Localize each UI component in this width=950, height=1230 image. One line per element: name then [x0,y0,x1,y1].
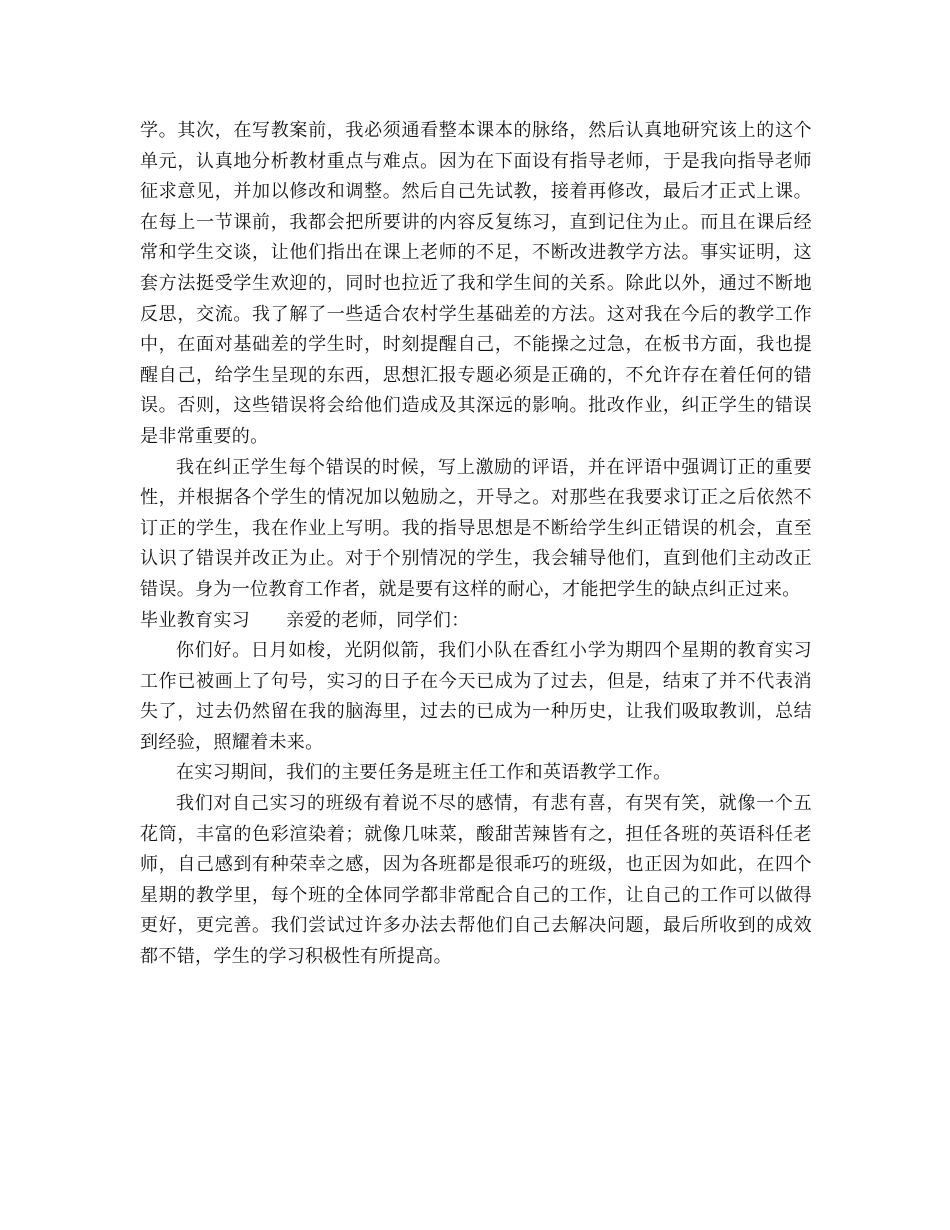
paragraph-4: 在实习期间，我们的主要任务是班主任工作和英语教学工作。 [176,762,672,784]
greeting-text: 亲爱的老师，同学们： [286,609,470,631]
section-title: 毕业教育实习 [140,609,251,631]
paragraph-1: 学。其次，在写教案前，我必须通看整本课本的脉络，然后认真地研究该上的这个单元，认真地分析教材重点与难点。因为在下面设有指导老师，于是我向指导老师征求意见，并加以修改和调整。然后自己先试教，接着再修改，最后才正式上课。在每上一节课前，我都会把所要讲的内容反复练习，直到记住为止。而且在课后经常和学生交谈，让他们指出在课上老师的不足，不断改进教学方法。事实证明，这套方法挺受学生欢迎的，同时也拉近了我和学生间的关系。除此以外，通过不断地反思，交流。我了解了一些适合农村学生基础差的方法。这对我在今后的教学工作中，在面对基础差的学生时，时刻提醒自己，不能操之过急，在板书方面，我也提醒自己，给学生呈现的东西，思想汇报专题必须是正确的，不允许存在着任何的错误。否则，这些错误将会给他们造成及其深远的影响。批改作业，纠正学生的错误是非常重要的。 [140,120,812,447]
paragraph-2: 我在纠正学生每个错误的时候，写上激励的评语，并在评语中强调订正的重要性，并根据各个学生的情况加以勉励之，开导之。对那些在我要求订正之后依然不订正的学生，我在作业上写明。我的指导思想是不断给学生纠正错误的机会，直至认识了错误并改正为止。对于个别情况的学生，我会辅导他们，直到他们主动改正错误。身为一位教育工作者，就是要有这样的耐心，才能把学生的缺点纠正过来。 [140,456,812,600]
document-body [140,116,812,973]
paragraph-3: 你们好。日月如梭，光阴似箭，我们小队在香红小学为期四个星期的教育实习工作已被画上了句号，实习的日子在今天已成为了过去，但是，结束了并不代表消失了，过去仍然留在我的脑海里，过去的已成为一种历史，让我们吸取教训，总结到经验，照耀着未来。 [140,640,812,753]
heading-line [140,606,812,637]
paragraph-5: 我们对自己实习的班级有着说不尽的感情，有悲有喜，有哭有笑，就像一个五花筒，丰富的色彩渲染着；就像几味菜，酸甜苦辣皆有之，担任各班的英语科任老师，自己感到有种荣幸之感，因为各班都是很乖巧的班级，也正因为如此，在四个星期的教学里，每个班的全体同学都非常配合自己的工作，让自己的工作可以做得更好，更完善。我们尝试过许多办法去帮他们自己去解决问题，最后所收到的成效都不错，学生的学习积极性有所提高。 [140,793,812,968]
